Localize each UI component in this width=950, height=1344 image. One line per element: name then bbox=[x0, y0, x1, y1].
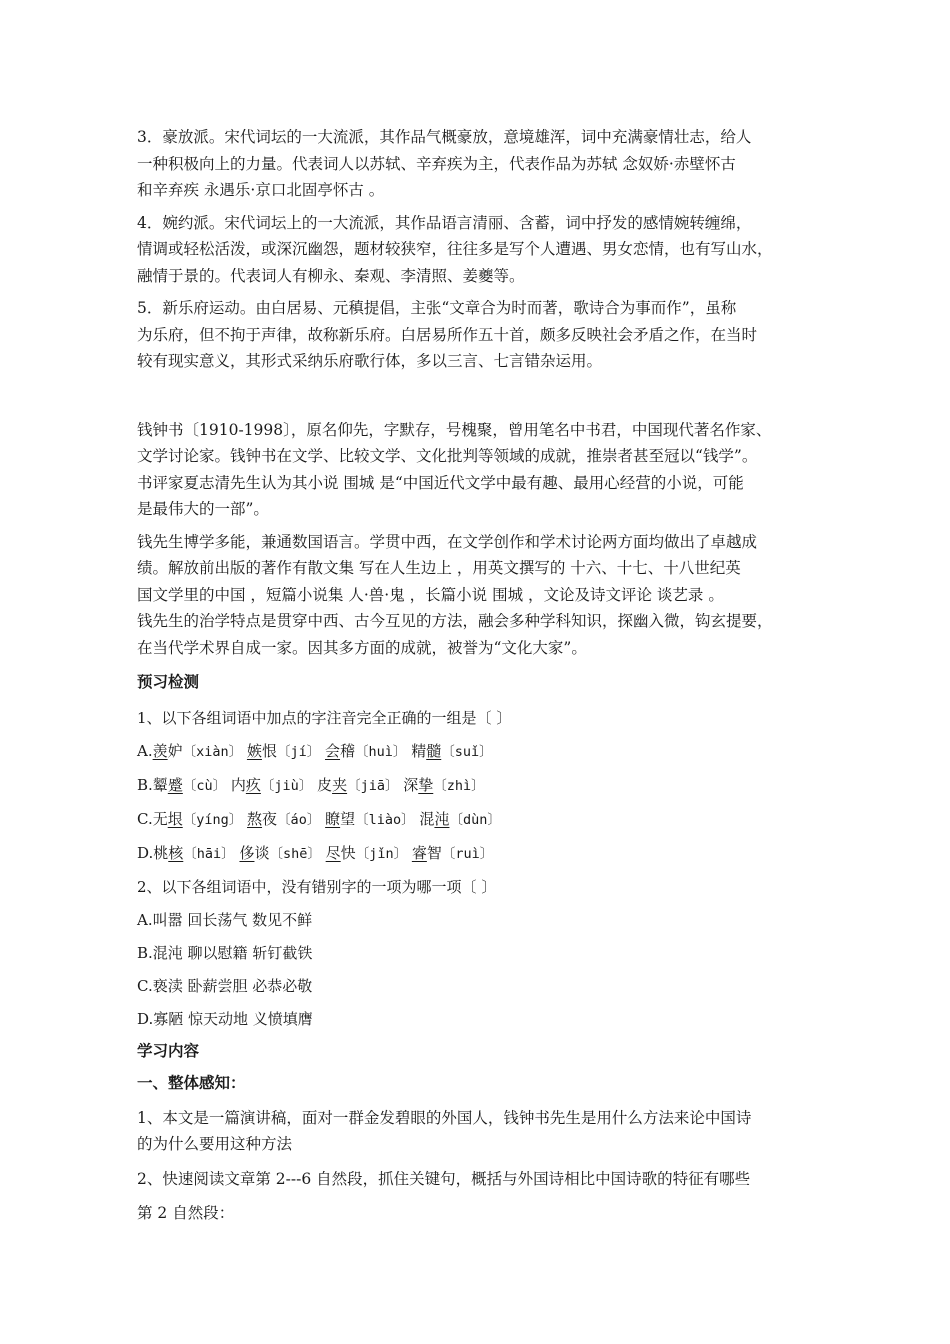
dotted-character: 会 bbox=[325, 741, 341, 760]
question-2-option-d: D.寡陋 惊天动地 义愤填膺 bbox=[137, 1009, 313, 1028]
pinyin-annotation: 〔jí〕 bbox=[276, 743, 321, 760]
text-line: 书评家夏志清先生认为其小说 围城 是“中国近代文学中最有趣、最用心经营的小说，可能 bbox=[137, 473, 744, 492]
dotted-character: 髓 bbox=[426, 741, 442, 760]
pinyin-annotation: 〔suǐ〕 bbox=[441, 743, 493, 760]
pinyin-annotation: 〔dùn〕 bbox=[449, 811, 501, 828]
question-1-option-c bbox=[137, 803, 827, 837]
text-line: 钱先生博学多能，兼通数国语言。学贯中西，在文学创作和学术讨论两方面均做出了卓越成 bbox=[137, 532, 758, 551]
study-item-2 bbox=[137, 1166, 827, 1193]
question-2-stem: 2、以下各组词语中，没有错别字的一项为哪一项〔 〕 bbox=[137, 877, 497, 896]
text-line: 1、本文是一篇演讲稿，面对一群金发碧眼的外国人，钱钟书先生是用什么方法来论中国诗 bbox=[137, 1108, 752, 1127]
text-line: 一种积极向上的力量。代表词人以苏轼、辛弃疾为主，代表作品为苏轼 念奴娇·赤壁怀古 bbox=[137, 154, 736, 173]
dotted-character: 沌 bbox=[434, 809, 450, 828]
dotted-character: 睿 bbox=[411, 843, 427, 862]
section-heading-preview: 预习检测 bbox=[137, 672, 200, 691]
option-text: 内 bbox=[226, 775, 246, 794]
study-item-1 bbox=[137, 1105, 827, 1158]
pinyin-annotation: 〔jiā〕 bbox=[347, 777, 399, 794]
text-line: 在当代学术界自成一家。因其多方面的成就，被誉为“文化大家”。 bbox=[137, 638, 587, 657]
pinyin-annotation: 〔cù〕 bbox=[182, 777, 227, 794]
dotted-character: 瞭 bbox=[325, 809, 341, 828]
dotted-character: 嫉 bbox=[246, 741, 262, 760]
question-2-option-c: C.亵渎 卧薪尝胆 必恭必敬 bbox=[137, 976, 313, 995]
pinyin-annotation: 〔yíng〕 bbox=[182, 811, 243, 828]
text-line: 融情于景的。代表词人有柳永、秦观、李清照、姜夔等。 bbox=[137, 266, 525, 285]
question-1-option-a bbox=[137, 735, 827, 769]
text-line: 5．新乐府运动。由白居易、元稹提倡，主张“文章合为时而著，歌诗合为事而作”，虽称 bbox=[137, 299, 737, 317]
text-line: 国文学里的中国 ，短篇小说集 人·兽·鬼 ，长篇小说 围城 ，文论及诗文评论 谈艺录 。 bbox=[137, 585, 724, 604]
question-1-option-d bbox=[137, 837, 827, 871]
pinyin-annotation: 〔jiù〕 bbox=[260, 777, 313, 794]
text-line: 第 2 自然段： bbox=[137, 1204, 235, 1222]
dotted-character: 核 bbox=[168, 843, 184, 862]
text-line: 3．豪放派。宋代词坛的一大流派，其作品气概豪放，意境雄浑，词中充满豪情壮志，给人 bbox=[137, 128, 752, 146]
option-text: A. bbox=[137, 741, 153, 760]
question-2-option-a: A.叫嚣 回长荡气 数见不鲜 bbox=[137, 910, 313, 929]
text-line: 的为什么要用这种方法 bbox=[137, 1135, 293, 1153]
document-page bbox=[137, 124, 827, 1227]
text-line: 为乐府，但不拘于声律，故称新乐府。白居易所作五十首，颇多反映社会矛盾之作，在当时 bbox=[137, 325, 758, 344]
section-heading-study: 学习内容 bbox=[137, 1040, 200, 1060]
pinyin-annotation: 〔shē〕 bbox=[269, 845, 321, 862]
text-line: 情调或轻松活泼，或深沉幽怨，题材较狭窄，往往多是写个人遭遇、男女恋情，也有写山水， bbox=[137, 240, 773, 258]
text-line: 钱先生的治学特点是贯穿中西、古今互见的方法，融会多种学科知识，探幽入微，钩玄提要， bbox=[137, 612, 773, 630]
option-text: 精 bbox=[406, 741, 427, 760]
dotted-character: 垠 bbox=[167, 809, 183, 828]
option-text: 稽 bbox=[340, 741, 356, 760]
option-text: 快 bbox=[340, 843, 356, 862]
dotted-character: 疚 bbox=[245, 775, 261, 794]
study-item-3 bbox=[137, 1200, 827, 1227]
pinyin-annotation: 〔zhì〕 bbox=[433, 777, 485, 794]
text-line: 和辛弃疾 永遇乐·京口北固亭怀古 。 bbox=[137, 181, 385, 199]
pinyin-annotation: 〔huì〕 bbox=[355, 743, 407, 760]
dotted-character: 挚 bbox=[418, 775, 434, 794]
dotted-character: 夹 bbox=[332, 775, 348, 794]
text-line: 较有现实意义，其形式采纳乐府歌行体，多以三言、七言错杂运用。 bbox=[137, 352, 603, 370]
pinyin-annotation: 〔xiàn〕 bbox=[182, 743, 243, 760]
pinyin-annotation: 〔áo〕 bbox=[277, 811, 321, 828]
option-text: 谈 bbox=[254, 843, 270, 862]
question-2-option-b: B.混沌 聊以慰籍 斩钉截铁 bbox=[137, 943, 313, 962]
term-wanyue bbox=[137, 210, 827, 290]
option-text: 皮 bbox=[312, 775, 333, 794]
option-text: C.无 bbox=[137, 809, 168, 828]
option-text: 望 bbox=[340, 809, 356, 828]
subheading-overall-perception: 一、整体感知： bbox=[137, 1073, 246, 1092]
text-line: 是最伟大的一部”。 bbox=[137, 500, 269, 518]
text-line: 4．婉约派。宋代词坛上的一大流派，其作品语言清丽、含蓄，词中抒发的感情婉转缠绵， bbox=[137, 213, 752, 232]
dotted-character: 熬 bbox=[247, 809, 263, 828]
option-text: 颦 bbox=[152, 775, 168, 794]
pinyin-annotation: 〔hāi〕 bbox=[183, 845, 235, 862]
dotted-character: 尽 bbox=[325, 843, 341, 862]
pinyin-annotation: 〔ruì〕 bbox=[441, 845, 494, 862]
option-text: 混 bbox=[414, 809, 435, 828]
question-1-option-b bbox=[137, 769, 827, 803]
term-haofang bbox=[137, 124, 827, 204]
dotted-character: 侈 bbox=[239, 843, 255, 862]
pinyin-annotation: 〔liào〕 bbox=[355, 811, 415, 828]
option-text: 妒 bbox=[167, 741, 183, 760]
pinyin-annotation: 〔jǐn〕 bbox=[355, 845, 408, 862]
dotted-character: 蹙 bbox=[167, 775, 183, 794]
text-line: 绩。解放前出版的著作有散文集 写在人生边上 ，用英文撰写的 十六、十七、十八世纪英 bbox=[137, 559, 741, 577]
option-text: 恨 bbox=[261, 741, 277, 760]
option-text: 深 bbox=[398, 775, 419, 794]
author-bio-paragraph bbox=[137, 417, 827, 523]
text-line: 钱钟书〔1910-1998〕，原名仰先，字默存，号槐聚，曾用笔名中书君，中国现代著名作家、 bbox=[137, 420, 772, 439]
dotted-character: 羡 bbox=[152, 741, 168, 760]
option-text: B. bbox=[137, 775, 153, 794]
text-line: 2、快速阅读文章第 2---6 自然段，抓住关键句，概括与外国诗相比中国诗歌的特征有哪些 bbox=[137, 1169, 751, 1188]
option-text: 夜 bbox=[262, 809, 278, 828]
question-1-stem: 1、以下各组词语中加点的字注音完全正确的一组是〔 〕 bbox=[137, 708, 512, 727]
option-text: 智 bbox=[426, 843, 442, 862]
option-text: D.桃 bbox=[137, 843, 169, 862]
text-line: 文学讨论家。钱钟书在文学、比较文学、文化批判等领域的成就，推崇者甚至冠以“钱学”。 bbox=[137, 447, 758, 465]
author-works-paragraph bbox=[137, 529, 827, 662]
term-xinyuefu bbox=[137, 295, 827, 375]
